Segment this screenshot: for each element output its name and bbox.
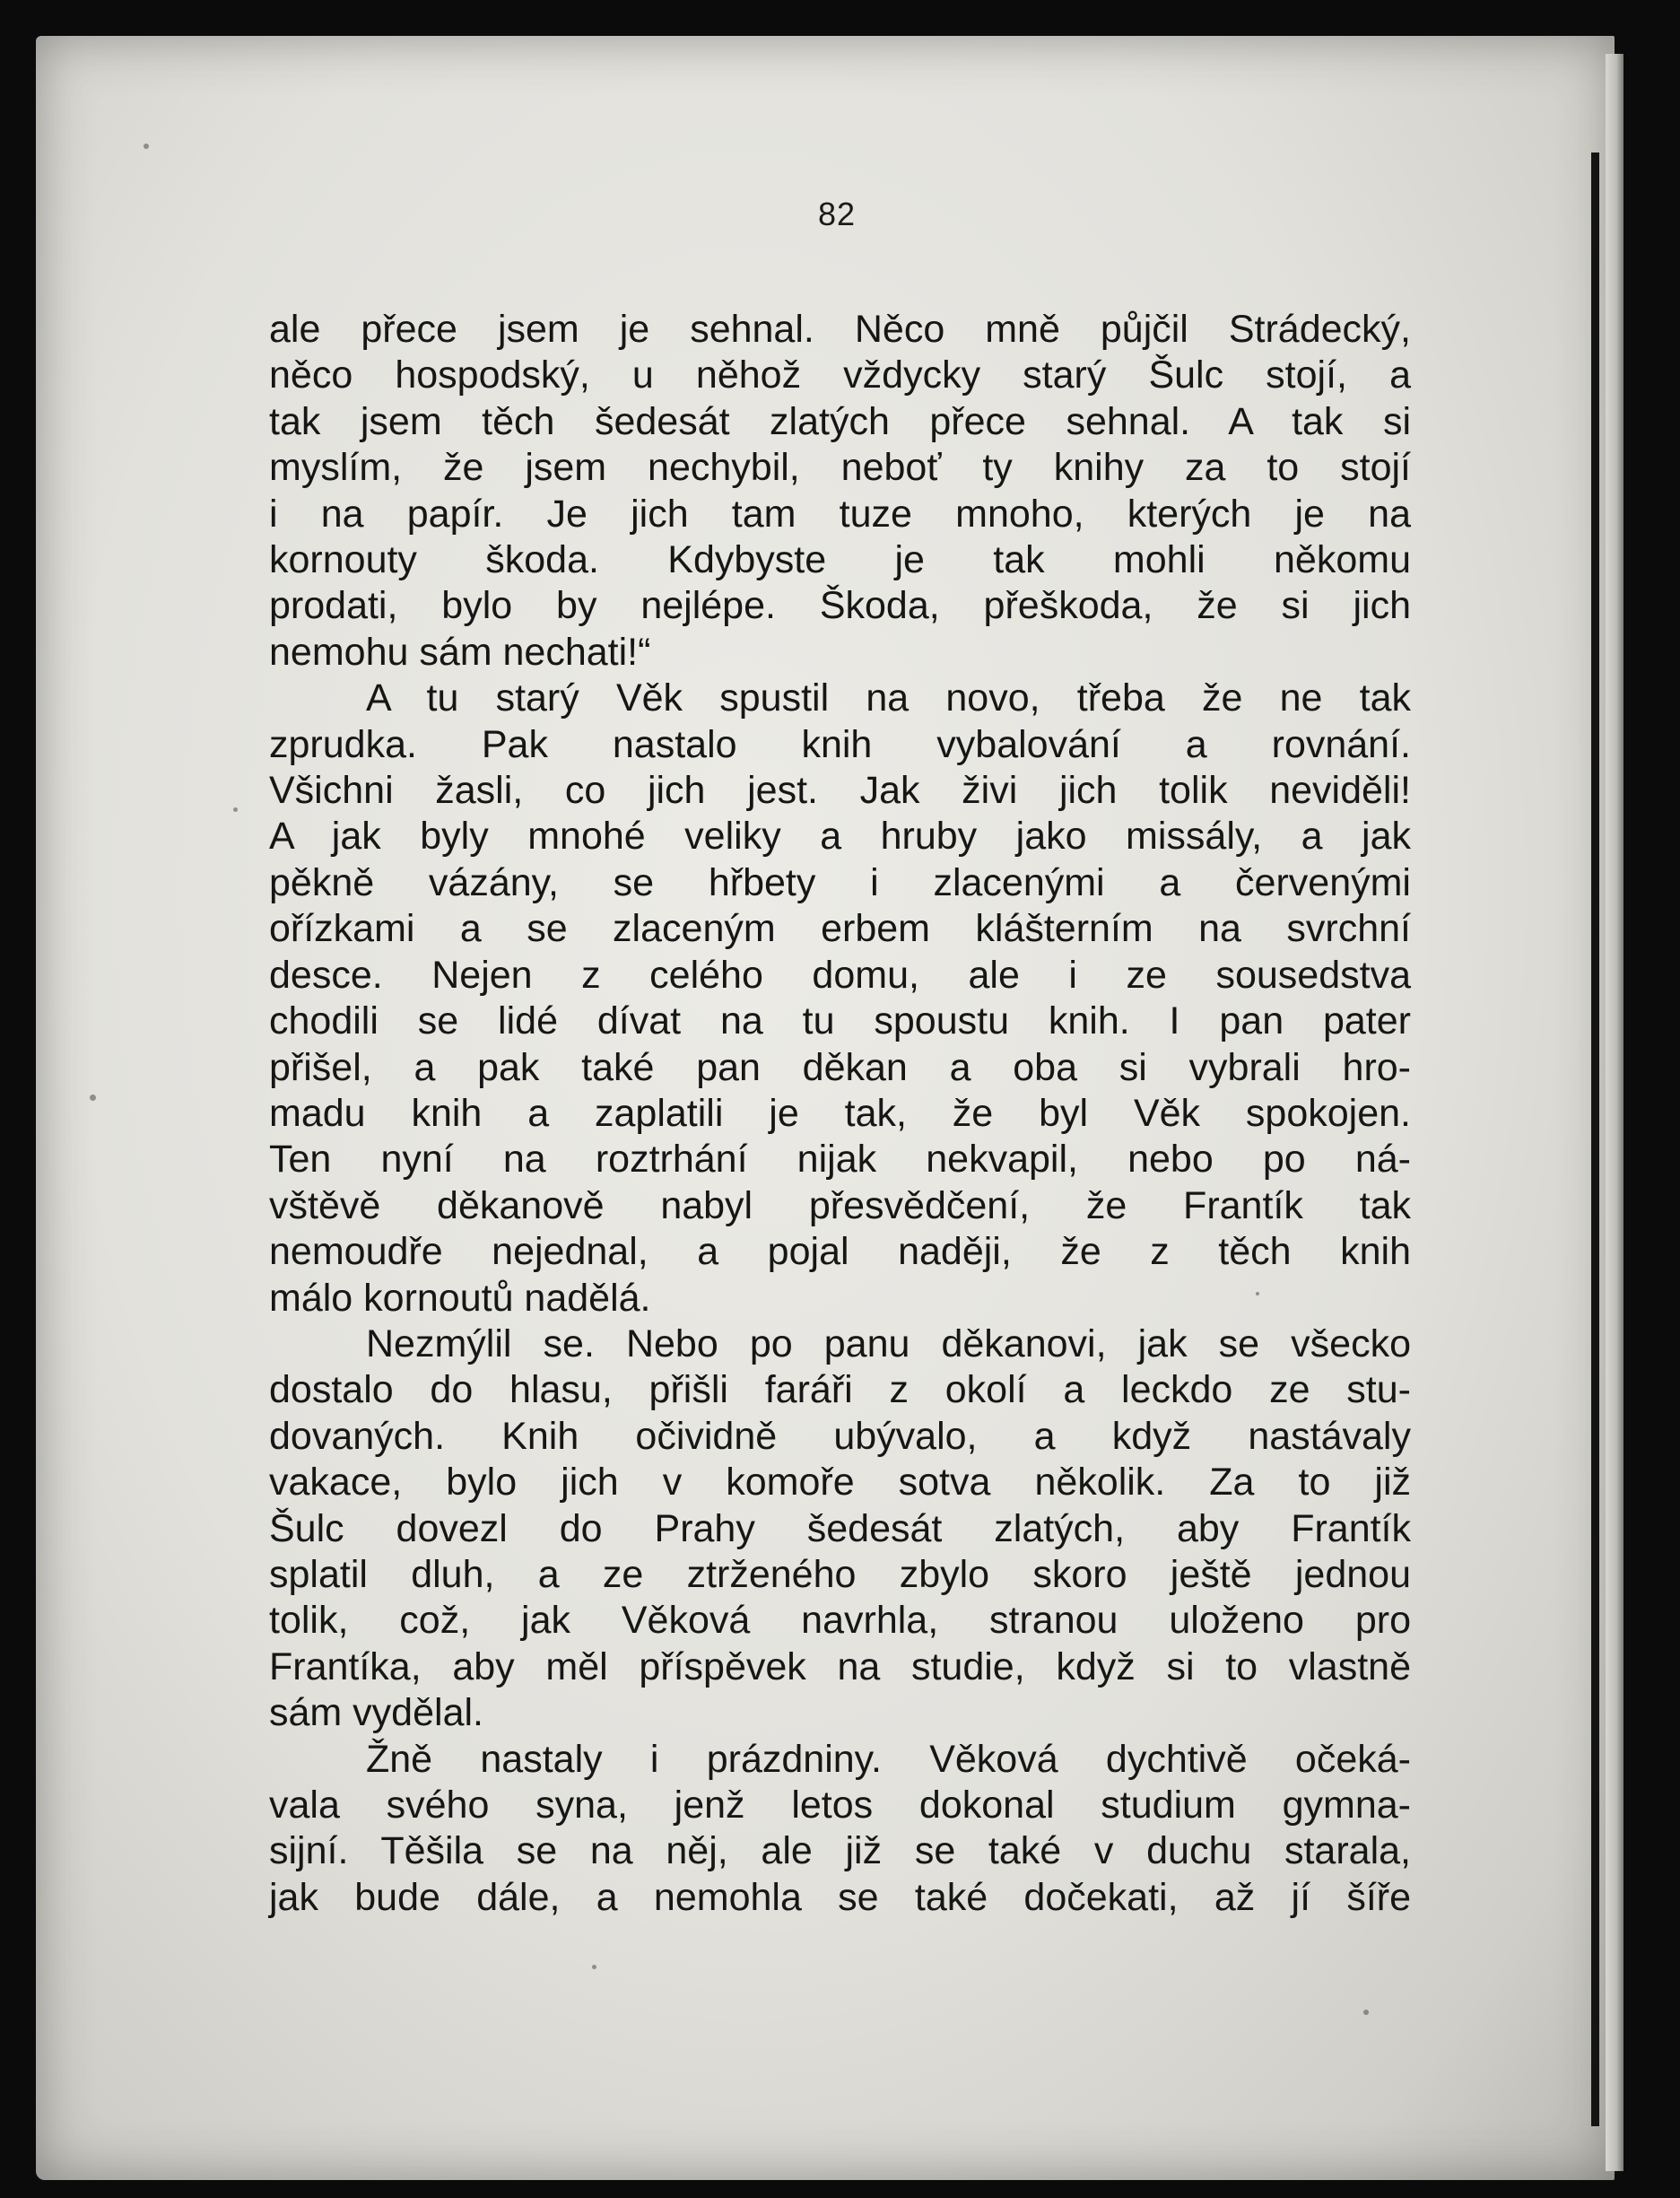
- text-line: jak bude dále, a nemohla se také dočekati, až jí šíře: [269, 1875, 1411, 1919]
- paper-speck: [144, 144, 149, 149]
- text-line: i na papír. Je jich tam tuze mnoho, kterých je na: [269, 492, 1411, 536]
- text-line: vala svého syna, jenž letos dokonal studium gymna-: [269, 1784, 1411, 1827]
- text-line: ale přece jsem je sehnal. Něco mně půjčil Strádecký,: [269, 308, 1411, 351]
- text-line: přišel, a pak také pan děkan a oba si vybrali hro-: [269, 1045, 1411, 1089]
- text-line: A tu starý Věk spustil na novo, třeba že ne tak: [366, 676, 1411, 720]
- text-line: nemoudře nejednal, a pojal naději, že z těch knih: [269, 1230, 1411, 1274]
- text-line: Ten nyní na roztrhání nijak nekvapil, nebo po ná-: [269, 1138, 1411, 1182]
- text-line: sám vydělal.: [269, 1691, 483, 1735]
- text-line: málo kornoutů nadělá.: [269, 1276, 651, 1320]
- paper-speck: [1363, 2010, 1369, 2015]
- text-line: splatil dluh, a ze ztrženého zbylo skoro ještě jednou: [269, 1552, 1411, 1596]
- text-line: vakace, bylo jich v komoře sotva několik. Za to již: [269, 1461, 1411, 1505]
- text-line: myslím, že jsem nechybil, neboť ty knihy za to stojí: [269, 446, 1411, 490]
- text-line: Šulc dovezl do Prahy šedesát zlatých, aby Frantík: [269, 1506, 1411, 1550]
- text-line: Všichni žasli, co jich jest. Jak živi jich tolik neviděli!: [269, 769, 1411, 813]
- text-line: madu knih a zaplatili je tak, že byl Věk spokojen.: [269, 1091, 1411, 1135]
- text-line: dostalo do hlasu, přišli faráři z okolí a leckdo ze stu-: [269, 1368, 1411, 1412]
- paper-speck: [233, 807, 238, 812]
- text-line: zprudka. Pak nastalo knih vybalování a rovnání.: [269, 722, 1411, 766]
- text-line: chodili se lidé dívat na tu spoustu knih. I pan pater: [269, 999, 1411, 1043]
- text-line: pěkně vázány, se hřbety i zlacenými a červenými: [269, 860, 1411, 904]
- text-line: desce. Nejen z celého domu, ale i ze sousedstva: [269, 953, 1411, 997]
- paper-speck: [90, 1095, 96, 1101]
- text-line: ořízkami a se zlaceným erbem klášterním na svrchní: [269, 907, 1411, 951]
- text-line: Frantíka, aby měl příspěvek na studie, když si to vlastně: [269, 1644, 1411, 1688]
- text-line: A jak byly mnohé veliky a hruby jako missály, a jak: [269, 815, 1411, 859]
- text-line: vštěvě děkanově nabyl přesvědčení, že Frantík tak: [269, 1183, 1411, 1227]
- text-line: kornouty škoda. Kdybyste je tak mohli někomu: [269, 538, 1411, 582]
- page-number: 82: [818, 196, 857, 232]
- page-edge: [1606, 54, 1623, 2171]
- text-line: nemohu sám nechati!“: [269, 630, 651, 674]
- text-line: sijní. Těšila se na něj, ale již se také v duchu starala,: [269, 1829, 1411, 1873]
- body-text: [269, 307, 1411, 1921]
- text-line: Nezmýlil se. Nebo po panu děkanovi, jak se všecko: [366, 1321, 1411, 1365]
- text-line: tak jsem těch šedesát zlatých přece sehnal. A tak si: [269, 399, 1411, 443]
- text-line: dovaných. Knih očividně ubývalo, a když nastávaly: [269, 1414, 1411, 1458]
- binding-edge: [1591, 153, 1599, 2126]
- text-line: tolik, což, jak Věková navrhla, stranou uloženo pro: [269, 1599, 1411, 1643]
- text-line: něco hospodský, u něhož vždycky starý Šulc stojí, a: [269, 353, 1411, 397]
- text-line: prodati, bylo by nejlépe. Škoda, přeškoda, že si jich: [269, 584, 1411, 628]
- text-line: Žně nastaly i prázdniny. Věková dychtivě očeká-: [366, 1737, 1411, 1781]
- paper-speck: [592, 1965, 596, 1969]
